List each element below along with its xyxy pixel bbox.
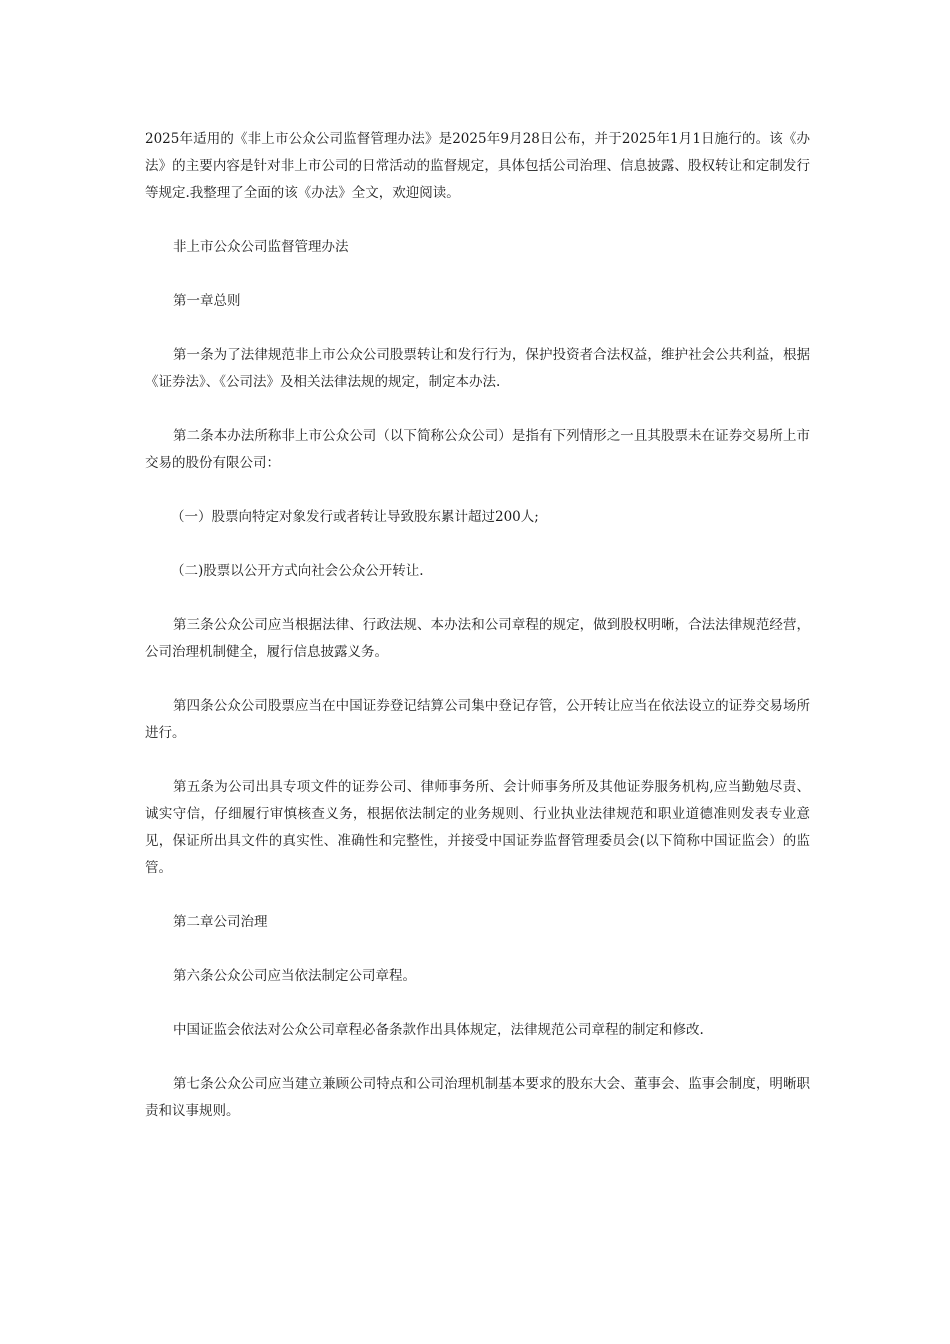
- article-1: 第一条为了法律规范非上市公众公司股票转让和发行行为，保护投资者合法权益，维护社会公共利益，根据《证券法》、《公司法》及相关法律法规的规定，制定本办法.: [145, 347, 810, 390]
- article-2-item-1: （一）股票向特定对象发行或者转让导致股东累计超过200人;: [171, 509, 539, 525]
- article-7: 第七条公众公司应当建立兼顾公司特点和公司治理机制基本要求的股东大会、董事会、监事会制度，明晰职责和议事规则。: [145, 1076, 810, 1119]
- document-title: 非上市公众公司监督管理办法: [173, 239, 349, 255]
- article-2-item-2: （二)股票以公开方式向社会公众公开转让.: [171, 563, 424, 579]
- chapter-heading-1: 第一章总则: [173, 293, 241, 309]
- article-6-paragraph-2: 中国证监会依法对公众公司章程必备条款作出具体规定，法律规范公司章程的制定和修改.: [173, 1022, 704, 1038]
- article-4: 第四条公众公司股票应当在中国证券登记结算公司集中登记存管，公开转让应当在依法设立的证券交易场所进行。: [145, 698, 810, 741]
- article-3: 第三条公众公司应当根据法律、行政法规、本办法和公司章程的规定，做到股权明晰，合法法律规范经营，公司治理机制健全，履行信息披露义务。: [145, 617, 810, 660]
- document-body: [145, 126, 810, 1125]
- chapter-heading-2: 第二章公司治理: [173, 914, 268, 930]
- article-6: 第六条公众公司应当依法制定公司章程。: [173, 968, 416, 984]
- article-5: 第五条为公司出具专项文件的证券公司、律师事务所、会计师事务所及其他证券服务机构,应当勤勉尽责、诚实守信，仔细履行审慎核查义务，根据依法制定的业务规则、行业执业法律规范和职业道德准则发表专业意见，保证所出具文件的真实性、准确性和完整性，并接受中国证券监督管理委员会(以下简称中国证监会）的监管。: [145, 779, 810, 876]
- intro-paragraph: 2025年适用的《非上市公众公司监督管理办法》是2025年9月28日公布，并于2025年1月1日施行的。该《办法》的主要内容是针对非上市公司的日常活动的监督规定，具体包括公司治理、信息披露、股权转让和定制发行等规定.我整理了全面的该《办法》全文，欢迎阅读。: [145, 131, 810, 201]
- article-2: 第二条本办法所称非上市公众公司（以下简称公众公司）是指有下列情形之一且其股票未在证券交易所上市交易的股份有限公司：: [145, 428, 810, 471]
